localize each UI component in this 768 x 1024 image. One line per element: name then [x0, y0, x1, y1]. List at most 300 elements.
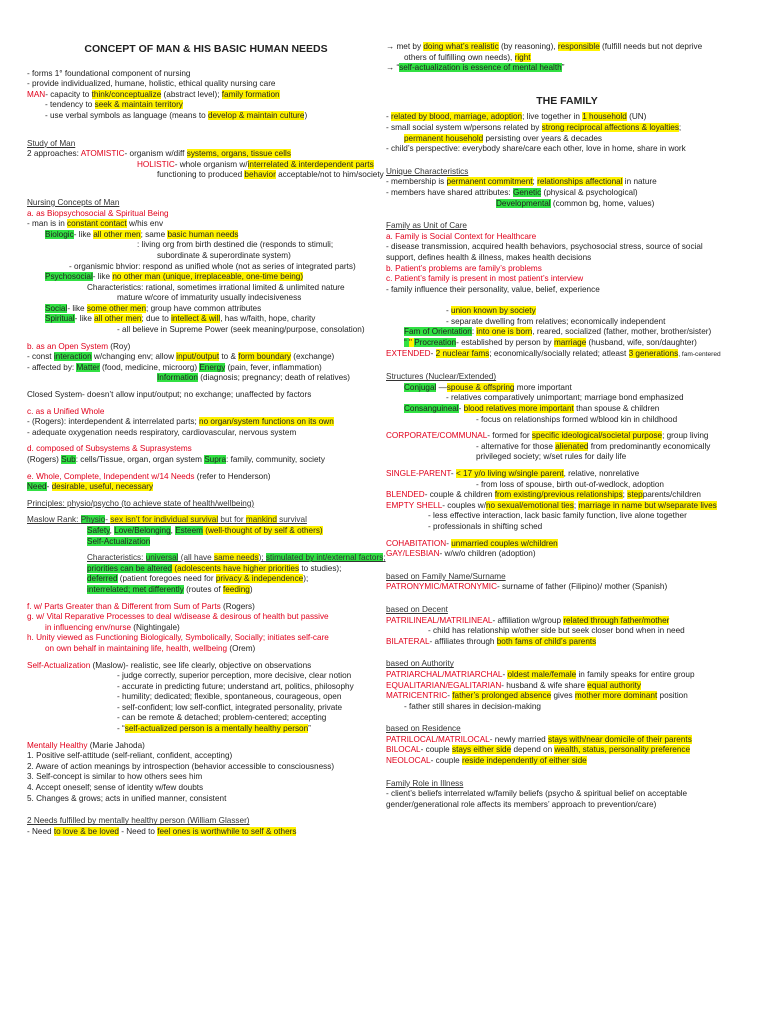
note-text: ; group living [662, 431, 709, 441]
note-text: ; [573, 500, 579, 510]
spacer [386, 593, 748, 599]
note-text: based on Family Name/Surname [386, 571, 506, 581]
note-text: - self-confident; low self-conflict, integrated personality, private [117, 702, 343, 712]
note-line [27, 90, 385, 101]
note-text: - [447, 691, 453, 701]
note-line [27, 455, 385, 466]
yellow-highlight: all other men [94, 314, 142, 324]
spacer [386, 295, 748, 306]
yellow-highlight: family formation [221, 89, 280, 99]
note-line [27, 537, 385, 548]
yellow-highlight: permanent commitment [446, 177, 533, 187]
note-text: (William Glasser) [184, 816, 250, 826]
yellow-highlight: union known by society [451, 306, 536, 316]
green-highlight: Supra [204, 455, 227, 464]
yellow-highlight: (adolescents have higher priorities [172, 563, 300, 573]
green-highlight: Safety [87, 525, 110, 535]
note-text: position [657, 691, 688, 701]
note-line [386, 452, 748, 463]
note-text: 2 Needs fulfilled by mentally healthy person [27, 816, 185, 826]
note-line [27, 703, 385, 714]
heading-text: BILOCAL [386, 745, 421, 755]
note-text: Closed System- doesn’t allow input/output; no exchange; unaffected by factors [27, 390, 312, 400]
note-text: ” [308, 724, 311, 734]
note-text: - child’s perspective: everybody share/care each other, love in home, share in work [386, 144, 686, 154]
note-text: functioning to produced [157, 170, 245, 180]
note-line [27, 564, 385, 575]
note-text: (physical & psychological) [541, 187, 638, 197]
note-text: acceptable/not to him/society [275, 170, 384, 180]
note-text: Maslow Rank: [27, 515, 81, 525]
note-text: - [450, 469, 456, 478]
note-text: (common bg, home, values) [550, 198, 655, 208]
note-text: 1. Positive self-attitude (self-reliant, confident, accepting) [27, 751, 233, 761]
note-text: 2. Aware of action meanings by introspection (behavior accessible to consciousness) [27, 761, 335, 771]
note-text: subordinate & superordinate system) [157, 250, 291, 260]
note-line [27, 209, 385, 220]
yellow-highlight: marriage [553, 338, 587, 348]
spacer [27, 181, 385, 192]
note-text: (food, medicine, microorg) [99, 362, 200, 372]
note-line [27, 230, 385, 241]
note-line [27, 515, 385, 526]
note-line [27, 304, 385, 315]
left-title: CONCEPT OF MAN & HIS BASIC HUMAN NEEDS [84, 43, 328, 55]
note-text: - surname of father (Filipino)/ mother (Spanish) [496, 582, 668, 592]
note-line [27, 160, 385, 171]
note-line [386, 522, 748, 533]
note-text: - separate dwelling from relatives; economically independent [446, 316, 666, 326]
heading-text: b. [27, 341, 37, 351]
note-line [386, 415, 748, 426]
yellow-highlight: 2 nuclear fams [435, 348, 490, 358]
heading-text: d. [27, 444, 37, 454]
note-text: (husband, wife, son/daughter) [586, 338, 697, 348]
note-line [27, 219, 385, 230]
yellow-highlight: (well-thought of by self & others) [202, 525, 323, 535]
note-line [386, 745, 748, 756]
yellow-highlight: think/conceptualize [91, 89, 162, 99]
green-highlight: Love/Belonging [114, 525, 171, 535]
note-text: - const [27, 352, 54, 362]
green-highlight: self-actualization is essence of mental health [399, 63, 562, 73]
note-line [27, 526, 385, 537]
yellow-highlight: feeding [222, 584, 250, 594]
note-text: (Nightingale) [131, 622, 180, 632]
note-text: - w/w/o children (adoption) [439, 549, 536, 559]
note-text: Structures (Nuclear/Extended) [386, 372, 497, 382]
green-highlight: Self-Actualization [87, 536, 151, 546]
heading-text: SINGLE-PARENT [386, 469, 451, 478]
note-line [27, 283, 385, 294]
spacer [27, 804, 385, 810]
note-text: , [170, 525, 176, 535]
yellow-highlight: self-actualized person is a mentally healthy person [124, 724, 309, 734]
note-text: survival [276, 515, 307, 525]
note-text: 3. Self-concept is similar to how others sees him [27, 772, 203, 782]
note-line [386, 242, 748, 253]
note-text: - formed for [487, 431, 532, 441]
note-text: - forms 1° foundational component of nursing [27, 68, 191, 78]
note-line [27, 499, 385, 510]
note-text: - capacity to [45, 89, 92, 99]
note-line [386, 306, 748, 317]
note-line [27, 325, 385, 336]
heading-text: as an Open System [36, 341, 109, 351]
note-text: based on Decent [386, 604, 448, 614]
note-text: (exchange) [291, 352, 335, 362]
yellow-highlight: relationships affectional [537, 177, 623, 187]
note-text: - less effective interaction, lack basic family function, live alone together [428, 511, 687, 521]
note-line [386, 605, 748, 616]
note-text: privileged society; w/set rules for daily life [476, 452, 627, 462]
note-line [27, 240, 385, 251]
note-line [27, 417, 385, 428]
yellow-highlight: father’s prolonged absence [452, 691, 552, 701]
note-text: parents/children [642, 490, 701, 500]
note-text: others of fulfilling own needs), [404, 52, 515, 62]
note-text: Characteristics: rational, sometimes irrational limited & unlimited nature [87, 282, 345, 292]
note-text: - from loss of spouse, birth out-of-wedlock, adoption [476, 479, 664, 489]
note-text: - father still shares in decision-making [404, 701, 541, 711]
note-text: than spouse & children [573, 404, 660, 414]
note-line [27, 762, 385, 773]
yellow-highlight: systems, organs, tissue cells [186, 149, 291, 159]
note-line [386, 327, 748, 338]
note-line [27, 553, 385, 564]
note-text: (all have [178, 553, 214, 563]
note-line [386, 393, 748, 404]
note-line [386, 317, 748, 328]
note-text: - newly married [489, 734, 548, 744]
green-highlight: Consanguineal [404, 404, 459, 414]
note-text: ; group have common attributes [146, 303, 262, 313]
note-text: (abstract level); [161, 89, 222, 99]
note-text: (Rogers) [220, 601, 255, 611]
note-text: ; [532, 177, 538, 187]
note-line [27, 444, 385, 455]
yellow-highlight: no organ/system functions on its own [199, 417, 334, 427]
heading-text: a. [386, 231, 396, 241]
note-line [386, 691, 748, 702]
yellow-highlight: form boundary [238, 352, 292, 362]
note-line [27, 100, 385, 111]
note-line [27, 661, 385, 672]
note-text: — [436, 382, 447, 392]
note-line [27, 390, 385, 401]
note-text: Family as Unit of Care [386, 221, 467, 231]
note-text: - [446, 538, 452, 548]
note-text: - Need to [118, 826, 158, 836]
note-line [27, 79, 385, 90]
note-line [386, 349, 748, 361]
note-line [27, 342, 385, 353]
yellow-highlight: " [409, 338, 415, 348]
note-text: (diagnosis; pregnancy; death of relatives) [197, 373, 350, 383]
yellow-highlight: reside independently of either side [462, 756, 587, 766]
heading-text: as Biopsychosocial & Spiritual Being [36, 208, 169, 218]
heading-text: g. [27, 612, 37, 622]
heading-text: COHABITATION [386, 538, 447, 548]
note-text: Study of Man [27, 138, 76, 148]
yellow-highlight: permanent household [404, 133, 484, 143]
heading-text: HOLISTIC [137, 159, 175, 169]
note-text: : cells/Tissue, organ, organ system [75, 455, 205, 464]
yellow-highlight: no sexual/emotional ties [485, 500, 574, 510]
note-line [27, 472, 385, 483]
yellow-highlight: < 17 y/o living w/single parent [455, 469, 564, 478]
yellow-highlight: no other man [112, 272, 161, 282]
heading-text: PATRILOCAL/MATRILOCAL [386, 734, 490, 744]
heading-text: on own behalf in maintaining life, health, wellbeing [45, 643, 228, 653]
green-highlight: “ [404, 338, 410, 348]
spacer [27, 122, 385, 133]
note-text: (Maslow)- realistic, see life clearly, objective on observations [90, 660, 312, 670]
note-text: 5. Changes & grows; acts in unified manner, consistent [27, 793, 227, 803]
note-text: - all believe in Supreme Power (seek meaning/purpose, consolation) [117, 325, 365, 335]
heading-text: BILATERAL [386, 636, 430, 646]
note-text: ; due to [141, 314, 172, 324]
note-line [27, 149, 385, 160]
yellow-highlight: behavior [244, 170, 276, 180]
note-text: , [109, 525, 115, 535]
heading-text: a. [27, 208, 37, 218]
note-line [386, 167, 748, 178]
note-line [386, 779, 748, 790]
yellow-highlight: interrelated & interdependent parts [247, 159, 374, 169]
heading-text: composed of Subsystems & Suprasystems [36, 444, 192, 454]
green-highlight: Physio [80, 515, 106, 525]
note-text: , has w/faith, hope, charity [220, 314, 316, 324]
note-text: - alternative for those [476, 441, 556, 451]
note-text: - couple [420, 745, 452, 755]
note-line [27, 251, 385, 262]
green-highlight: stimulated by int/external factors [265, 553, 384, 563]
green-highlight: Esteem [175, 525, 203, 535]
note-text: (UN) [626, 112, 647, 122]
heading-text: Whole, Complete, Independent w/14 Needs [36, 471, 195, 481]
note-text: - family influence their personality, value, belief, experience [386, 284, 600, 294]
yellow-highlight: oldest male/female [507, 669, 577, 679]
note-text: - like [73, 229, 94, 239]
note-line [27, 794, 385, 805]
note-text: - judge correctly, superior perception, more decisive, clear notion [117, 671, 352, 681]
note-line [386, 756, 748, 767]
note-line [27, 612, 385, 623]
yellow-highlight: unmarried couples w/children [451, 538, 558, 548]
note-text: more important [514, 382, 572, 392]
right-top-lines [386, 42, 748, 74]
note-text: (by reasoning), [498, 42, 558, 51]
note-text: Principles: physio/psycho (to achieve state of health/wellbeing) [27, 498, 255, 508]
note-text: - like [67, 303, 87, 313]
note-text: ; [678, 122, 682, 132]
green-highlight: Psychosocial [45, 272, 93, 282]
note-line [27, 407, 385, 418]
note-line [27, 713, 385, 724]
note-line [386, 338, 748, 349]
note-line [386, 264, 748, 275]
note-text: - man is in [27, 219, 68, 229]
note-text: - adequate oxygenation needs respiratory, cardiovascular, nervous system [27, 427, 297, 437]
note-text: - humility; dedicated; flexible, spontaneous, courageous, open [117, 692, 342, 702]
note-text: w/his env [126, 219, 164, 229]
note-line [386, 53, 748, 64]
note-text: ; same [140, 229, 168, 239]
green-highlight: Spiritual [45, 314, 75, 324]
note-line [386, 253, 748, 264]
note-text: atleast [602, 348, 627, 358]
note-text: - husband & wife share [501, 680, 588, 690]
note-text: - provide individualized, humane, holistic, ethical quality nursing care [27, 79, 276, 89]
spacer [386, 712, 748, 718]
note-line [27, 428, 385, 439]
heading-text: BLENDED [386, 490, 425, 500]
note-text: support, defines health & illness, makes health decisions [386, 252, 592, 262]
note-line [386, 383, 748, 394]
yellow-highlight: (unique, irreplaceable, one-time being) [160, 272, 304, 282]
heading-text: NEOLOCAL [386, 756, 431, 766]
yellow-highlight: strong reciprocal affections & loyalties [541, 122, 679, 132]
note-text: 4. Accept oneself; sense of identity w/few doubts [27, 783, 204, 793]
note-line [27, 741, 385, 752]
note-text: - small social system w/persons related by [386, 122, 542, 132]
note-line [27, 585, 385, 596]
heading-text: ATOMISTIC [80, 149, 125, 159]
yellow-highlight: seek & maintain territory [94, 100, 183, 110]
heading-text: w/ Vital Reparative Processes to deal w/disease & desirous of health but passive [36, 612, 329, 622]
heading-text: MAN [27, 89, 46, 99]
green-highlight: interrelated; met differently [87, 584, 184, 594]
note-text: (Marie Jahoda) [87, 740, 145, 750]
note-line [386, 372, 748, 383]
yellow-highlight: stays either side [452, 745, 512, 755]
note-text: - “ [117, 724, 125, 734]
yellow-highlight: to love & be loved [53, 826, 119, 836]
note-line [386, 431, 748, 442]
note-text: : [471, 327, 477, 337]
yellow-highlight: alienated [555, 441, 589, 451]
right-column [386, 42, 748, 810]
heading-text: h. [27, 633, 37, 643]
note-line [386, 724, 748, 735]
yellow-highlight: privacy & independence [215, 574, 304, 584]
yellow-highlight: develop & maintain culture [207, 110, 305, 120]
green-highlight: Biologic [45, 229, 74, 239]
note-text: ” [561, 63, 565, 73]
note-line [386, 177, 748, 188]
note-line [386, 549, 748, 560]
yellow-highlight: some other men [86, 303, 147, 313]
note-line [27, 682, 385, 693]
note-text: - tendency to [45, 100, 95, 110]
heading-text: Patient’s problems are family’s problems [395, 263, 542, 273]
note-line [386, 582, 748, 593]
yellow-highlight: input/output [176, 352, 220, 362]
yellow-highlight: mankind [245, 515, 277, 525]
yellow-highlight: same needs [213, 553, 259, 563]
note-line [27, 373, 385, 384]
note-line [27, 623, 385, 634]
yellow-highlight: stays with/near domicile of their parents [547, 734, 692, 744]
note-text: (Rogers) [27, 455, 62, 464]
yellow-highlight: intellect & will [171, 314, 221, 324]
note-line [27, 69, 385, 80]
green-highlight: Information [157, 373, 198, 383]
spacer [386, 155, 748, 161]
note-line [386, 63, 748, 74]
note-line [27, 602, 385, 613]
note-line [386, 789, 748, 800]
note-line [386, 572, 748, 583]
yellow-highlight: related by blood, marriage, adoption [391, 112, 523, 122]
yellow-highlight: sex isn’t for individual survival [110, 515, 219, 525]
note-text: - professionals in shifting sched [428, 521, 543, 531]
note-text: 2 approaches: [27, 149, 81, 159]
note-text: , fam-centered [678, 350, 721, 358]
heading-text: EMPTY SHELL [386, 500, 443, 510]
note-line [27, 139, 385, 150]
note-text: (pain, fever, inflammation) [225, 362, 322, 372]
note-line [386, 134, 748, 145]
note-line [386, 637, 748, 648]
heading-text: Mentally Healthy [27, 740, 88, 750]
yellow-highlight: right [514, 52, 531, 62]
spacer [386, 647, 748, 653]
note-line [27, 293, 385, 304]
note-text: gives [551, 691, 575, 701]
note-text: - couple & children [424, 490, 495, 500]
heading-text: EXTENDED [386, 348, 431, 358]
note-line [386, 123, 748, 134]
heading-text: c. [386, 274, 395, 284]
note-text: ); [258, 553, 266, 563]
yellow-highlight: constant contact [67, 219, 127, 229]
yellow-highlight: all other men [93, 229, 141, 239]
note-line [27, 772, 385, 783]
green-highlight: Conjugal [404, 382, 437, 392]
note-line [386, 735, 748, 746]
yellow-highlight: 1 household [582, 112, 627, 122]
heading-text: PATRIARCHAL/MATRIARCHAL [386, 669, 503, 679]
note-text: - relatives comparatively unimportant; marriage bond emphasized [446, 393, 684, 403]
yellow-highlight: from existing/previous relationships [494, 490, 623, 500]
left-column [27, 38, 385, 837]
yellow-highlight: mother more dominant [574, 691, 658, 701]
green-highlight: Genetic [512, 187, 542, 197]
note-line [386, 539, 748, 550]
heading-text: e. [27, 471, 37, 481]
note-line [386, 800, 748, 811]
spacer [386, 560, 748, 566]
green-highlight: deferred [87, 574, 118, 584]
note-text: - [386, 112, 392, 122]
yellow-highlight: blood relatives more important [463, 404, 574, 414]
note-line [27, 827, 385, 838]
green-highlight: interaction [53, 352, 92, 362]
note-text: gender/generational role affects its members’ approach to prevention/care) [386, 799, 657, 809]
note-line [386, 188, 748, 199]
heading-text: Self-Actualization [27, 660, 91, 670]
note-line [27, 111, 385, 122]
heading-text: w/ Parts Greater than & Different from Sum of Parts [33, 601, 221, 611]
note-line [386, 480, 748, 491]
heading-text: f. [27, 601, 34, 611]
note-text: w/changing env; allow [91, 352, 177, 362]
note-text: - membership is [386, 177, 447, 187]
yellow-highlight: doing what’s realistic [423, 42, 499, 51]
note-text: Family Role in Illness [386, 778, 464, 788]
